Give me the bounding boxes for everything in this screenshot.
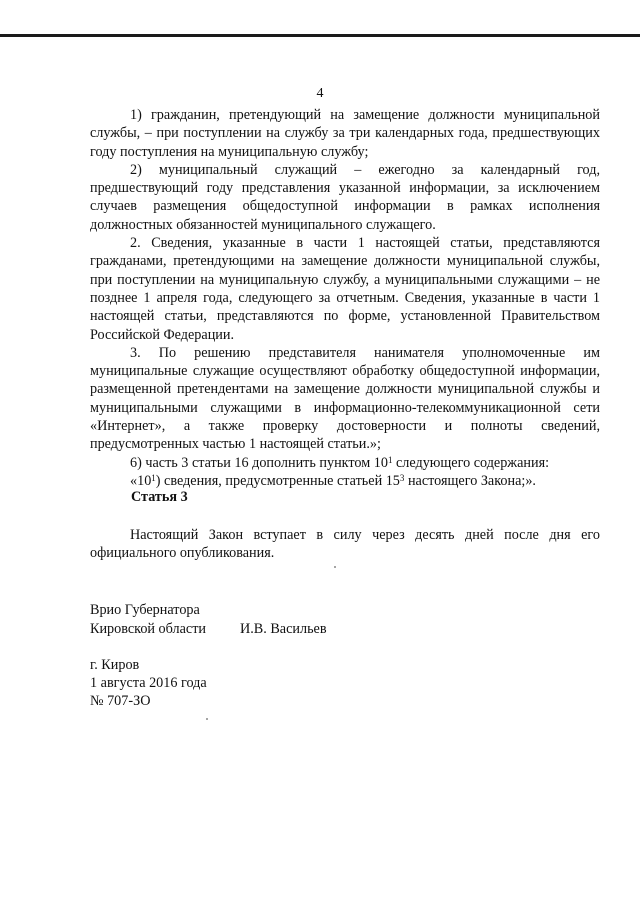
point-superscript-3: 3 [399,472,405,483]
paragraph-item-6 [90,454,600,472]
paragraph-point-10-1 [90,472,600,490]
signatory-title-line-1: Врио Губернатора [90,602,200,618]
paragraph-part-3: 3. По решению представителя нанимателя уполномоченные им муниципальные служащие осуществляют обработку общедоступной информации, размещенной претендентами на замещение должности муниципальной службы и муниципальными служащими в информационно-телекоммуникационной сети «Интернет», а также проверку достоверности и полноты сведений, предусмотренных частью 1 настоящей статьи.»; [90,344,600,453]
signature-block [90,601,327,638]
page-number: 4 [316,86,324,101]
point-text-after: настоящего Закона;». [404,472,536,489]
article-3-text: Настоящий Закон вступает в силу через десять дней после дня его официального опубликования. [90,527,600,562]
city: г. Киров [90,657,140,673]
point-text-middle: ) сведения, предусмотренные статьей 15 [155,472,400,489]
signatory-title-line-2: Кировской области [90,620,206,637]
paragraph-item-1: 1) гражданин, претендующий на замещение должности муниципальной службы, – при поступлении на службу за три календарных года, предшествующих году поступления на муниципальную службу; [90,107,600,160]
paragraph-part-2: 2. Сведения, указанные в части 1 настоящей статьи, представляются гражданами, претендующими на замещение должности муниципальной службы, при поступлении на муниципальную службу, а муниципальными служащими – не позднее 1 апреля года, следующего за отчетным. Сведения, указанные в части 1 настоящей статьи, представляются по форме, установленной Правительством Российской Федерации. [90,235,600,343]
item-6-text-before: 6) часть 3 статьи 16 дополнить пунктом 10 [130,454,388,471]
scan-speck [334,566,336,568]
item-6-superscript: 1 [387,454,393,465]
document-body [90,106,600,490]
item-6-text-after: следующего содержания: [392,454,550,471]
place-date-block [90,656,207,710]
date: 1 августа 2016 года [90,675,207,691]
signatory-name: И.В. Васильев [240,620,327,637]
law-number: № 707-ЗО [90,693,151,709]
point-text-before: «10 [130,472,152,489]
top-rule [0,34,640,37]
article-3-heading: Статья 3 [131,489,188,505]
scan-speck [206,718,208,720]
point-superscript-1: 1 [151,472,156,483]
paragraph-item-2: 2) муниципальный служащий – ежегодно за календарный год, предшествующий году представления указанной информации, за исключением случаев размещения общедоступной информации в рамках исполнения должностных обязанностей муниципального служащего. [90,161,600,233]
